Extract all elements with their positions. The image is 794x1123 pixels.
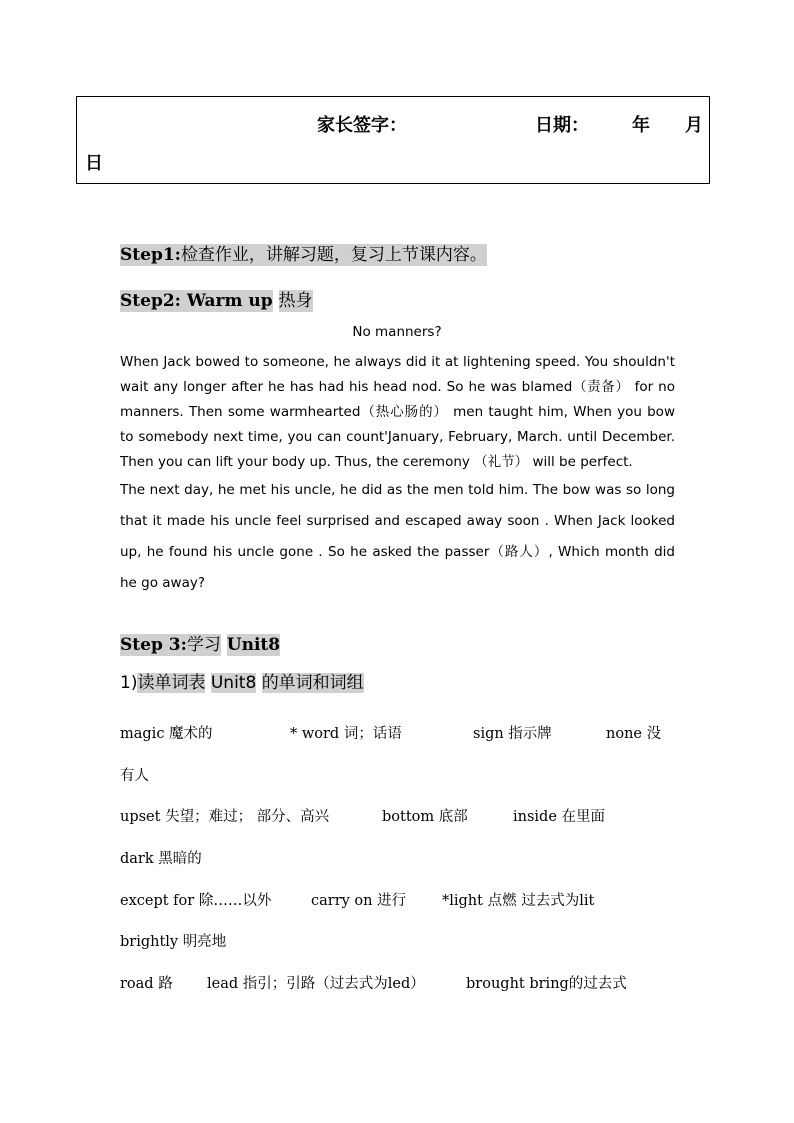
step2-label: Step2: Warm up <box>120 291 273 311</box>
vocab-row-4 <box>120 847 680 869</box>
vocab-item: brought bring的过去式 <box>466 976 627 992</box>
month-label: 月 <box>685 115 703 136</box>
vocab-item: magic 魔术的 <box>120 726 213 742</box>
step3-label: Step 3: <box>120 635 187 655</box>
vocab-item: bottom 底部 <box>382 809 468 825</box>
vocab-row-1 <box>120 722 680 744</box>
section1-h1: 读单词表 <box>137 673 206 693</box>
story-paragraph-1: When Jack bowed to someone, he always did it at lightening speed. You shouldn't wait any longer after he has had his head nod. So he was blamed（责备） for no manners. Then some warmhearted（热心肠的） men taught him, When you bow to somebody next time, you can count'January, February, March. until December. Then you can lift your body up. Thus, the ceremony （礼节） will be perfect. <box>120 354 675 470</box>
story-paragraph-2: The next day, he met his uncle, he did as the men told him. The bow was so long that it made his uncle feel surprised and escaped away soon . When Jack looked up, he found his uncle gone . So he asked the passer（路人）, Which month did he go away? <box>120 482 675 591</box>
vocab-item: *light 点燃 过去式为lit <box>442 893 595 909</box>
signature-line <box>77 111 709 135</box>
vocab-item: dark 黑暗的 <box>120 851 202 867</box>
vocab-item: brightly 明亮地 <box>120 934 227 950</box>
vocab-item: lead 指引；引路（过去式为led） <box>207 976 425 992</box>
year-label: 年 <box>632 115 650 136</box>
step1-label: Step1: <box>120 245 181 265</box>
story-body <box>120 350 675 599</box>
vocab-item: carry on 进行 <box>311 893 407 909</box>
section1-h3: 的单词和词组 <box>261 673 364 693</box>
story-title: No manners? <box>352 324 442 340</box>
vocab-item: upset 失望；难过； 部分、高兴 <box>120 809 330 825</box>
step3-text: 学习 <box>186 635 221 655</box>
step1-text: 检查作业，讲解习题，复习上节课内容。 <box>180 245 487 265</box>
vocab-item: road 路 <box>120 976 173 992</box>
step2-text: 热身 <box>278 291 313 311</box>
vocab-item: except for 除……以外 <box>120 893 272 909</box>
vocab-row-5 <box>120 889 680 911</box>
section1-heading <box>120 668 364 693</box>
section1-h2: Unit8 <box>210 673 257 693</box>
step2-heading <box>120 286 313 311</box>
parent-signature-box <box>76 96 710 184</box>
vocab-item: 有人 <box>120 768 149 784</box>
parent-sign-label: 家长签字： <box>317 115 407 136</box>
step3-heading <box>120 630 280 655</box>
vocab-row-2 <box>120 764 680 786</box>
vocab-item: inside 在里面 <box>513 809 606 825</box>
vocab-row-6 <box>120 930 680 952</box>
vocab-item: none 没 <box>606 726 662 742</box>
vocab-row-3 <box>120 805 680 827</box>
vocab-item: * word 词；话语 <box>290 726 402 742</box>
step3-unit: Unit8 <box>226 635 281 655</box>
step1-heading <box>120 240 487 265</box>
day-label: 日 <box>85 153 103 174</box>
vocab-row-7 <box>120 972 680 994</box>
section1-prefix: 1) <box>120 673 138 693</box>
vocab-item: sign 指示牌 <box>473 726 552 742</box>
date-label: 日期： <box>535 115 589 136</box>
